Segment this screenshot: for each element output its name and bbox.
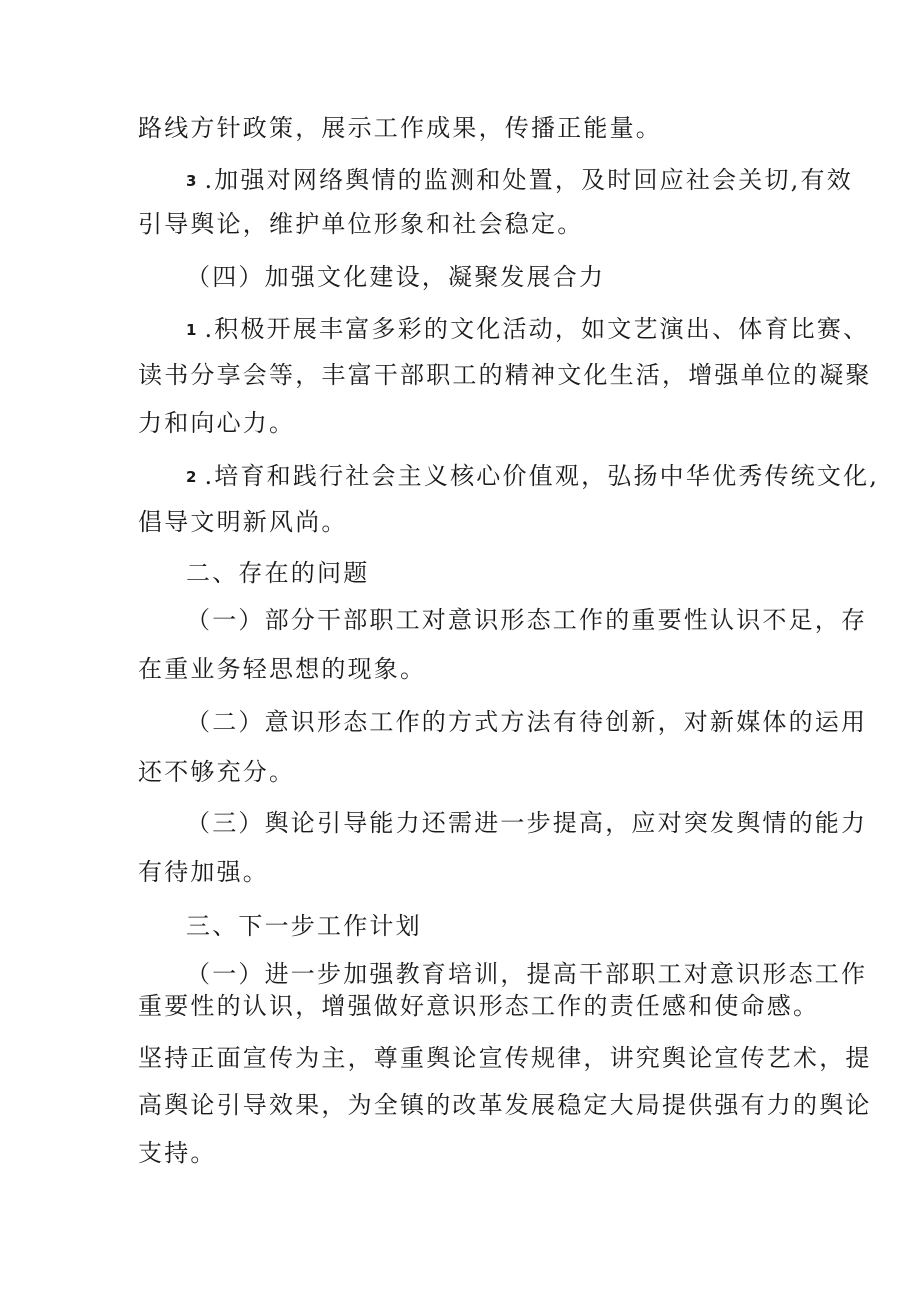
issue-item-3: （三）舆论引导能力还需进一步提高，应对突发舆情的能力 bbox=[186, 809, 868, 837]
item-number: 2 bbox=[186, 468, 197, 486]
paragraph-line: 重要性的认识，增强做好意识形态工作的责任感和使命感。 bbox=[138, 992, 820, 1020]
paragraph-line: 引导舆论，维护单位形象和社会稳定。 bbox=[138, 210, 584, 238]
issue-item-2: （二）意识形态工作的方式方法有待创新，对新媒体的运用 bbox=[186, 708, 868, 736]
paragraph-line: 支持。 bbox=[138, 1139, 217, 1167]
section-title-2: 二、存在的问题 bbox=[186, 559, 370, 587]
item-text: .加强对网络舆情的监测和处置，及时回应社会关切,有效 bbox=[204, 166, 853, 194]
paragraph-line: 倡导文明新风尚。 bbox=[138, 508, 348, 536]
paragraph-line: 读书分享会等，丰富干部职工的精神文化生活，增强单位的凝聚 bbox=[138, 361, 872, 389]
paragraph-line: 有待加强。 bbox=[138, 858, 269, 886]
item-number: 1 bbox=[186, 321, 197, 339]
item-text: .积极开展丰富多彩的文化活动，如文艺演出、体育比赛、 bbox=[204, 315, 870, 343]
numbered-item-2 bbox=[186, 461, 886, 491]
item-number: 3 bbox=[186, 172, 197, 190]
issue-item-1: （一）部分干部职工对意识形态工作的重要性认识不足，存 bbox=[186, 606, 868, 634]
item-text: .培育和践行社会主义核心价值观，弘扬中华优秀传统文化, bbox=[204, 462, 880, 490]
paragraph-line: 高舆论引导效果，为全镇的改革发展稳定大局提供强有力的舆论 bbox=[138, 1091, 872, 1119]
paragraph-line: 力和向心力。 bbox=[138, 409, 296, 437]
paragraph-line: 在重业务轻思想的现象。 bbox=[138, 655, 427, 683]
section-title-3: 三、下一步工作计划 bbox=[186, 912, 422, 940]
paragraph-line: 路线方针政策，展示工作成果，传播正能量。 bbox=[138, 114, 662, 142]
plan-item-1: （一）进一步加强教育培训，提高干部职工对意识形态工作 bbox=[186, 960, 868, 988]
numbered-item-3 bbox=[186, 165, 886, 195]
section-heading-4: （四）加强文化建设，凝聚发展合力 bbox=[186, 263, 606, 291]
numbered-item-1 bbox=[186, 314, 886, 344]
paragraph-line: 坚持正面宣传为主，尊重舆论宣传规律，讲究舆论宣传艺术，提 bbox=[138, 1044, 872, 1072]
paragraph-line: 还不够充分。 bbox=[138, 758, 296, 786]
